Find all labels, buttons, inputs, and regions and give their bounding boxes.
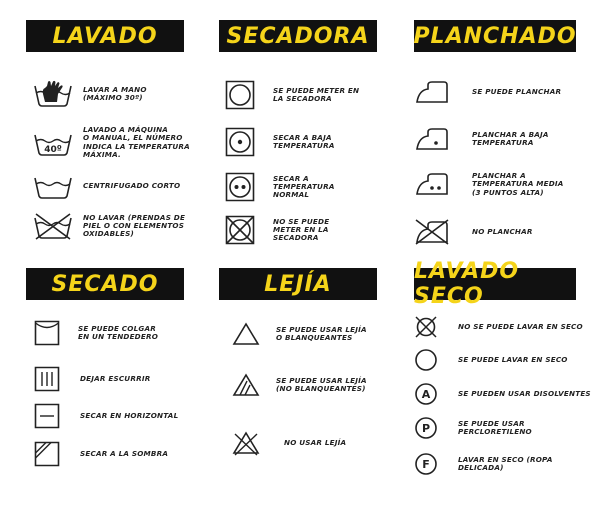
list-item: [232, 373, 367, 397]
lejia-header: LEJÍA: [219, 268, 377, 300]
item-label: SE PUEDE COLGAR EN UN TENDEDERO: [78, 323, 159, 341]
item-label: LAVAR A MANO (MÁXIMO 30º): [83, 84, 147, 102]
item-label: NO SE PUEDE METER EN LA SECADORA: [273, 216, 330, 243]
item-label: NO USAR LEJÍA: [284, 437, 347, 447]
svg-text:A: A: [421, 388, 431, 401]
item-label: NO SE PUEDE LAVAR EN SECO: [458, 321, 583, 331]
planchado-header: PLANCHADO: [414, 20, 576, 52]
list-item: [34, 320, 158, 346]
do-not-tumble-dry-icon: [225, 215, 255, 245]
list-item: [33, 212, 185, 240]
list-item: [414, 452, 600, 476]
item-label: SE PUEDE USAR PERCLORETILENO: [458, 418, 532, 436]
wash-tub-40-icon: [33, 129, 73, 157]
item-label: SECAR A TEMPERATURA NORMAL: [273, 173, 335, 200]
dry-clean-perchlorethylene-icon: [414, 416, 438, 440]
tumble-dry-icon: [225, 80, 255, 110]
item-label: LAVADO A MÁQUINA O MANUAL, EL NÚMERO INDICA LA TEMPERATURA MÁXIMA.: [83, 125, 190, 159]
item-label: PLANCHAR A TEMPERATURA MEDIA (3 PUNTOS ALTA): [472, 171, 564, 197]
svg-text:40º: 40º: [44, 144, 62, 155]
tumble-dry-low-icon: [225, 127, 255, 157]
list-item: [34, 366, 150, 392]
list-item: [225, 80, 359, 110]
list-item: [232, 430, 346, 456]
dry-clean-any-solvent-icon: [414, 382, 438, 406]
drip-dry-icon: [34, 366, 60, 392]
list-item: [414, 80, 561, 104]
svg-text:F: F: [422, 458, 430, 471]
dry-clean-petroleum-icon: [414, 452, 438, 476]
item-label: DEJAR ESCURRIR: [80, 373, 151, 383]
list-item: [225, 215, 329, 245]
item-label: SECAR EN HORIZONTAL: [80, 410, 179, 420]
item-label: CENTRIFUGADO CORTO: [83, 180, 181, 190]
list-item: [33, 80, 147, 108]
item-label: SECAR A LA SOMBRA: [80, 448, 169, 458]
item-label: NO LAVAR (PRENDAS DE PIEL O CON ELEMENTOS OXIDABLES): [83, 212, 186, 239]
wash-tub-short-spin-icon: [33, 172, 73, 200]
non-chlorine-bleach-icon: [232, 373, 260, 397]
list-item: [414, 348, 568, 372]
do-not-iron-icon: [414, 219, 450, 245]
line-dry-icon: [34, 320, 60, 346]
iron-medium-icon: [414, 172, 450, 196]
item-label: PLANCHAR A BAJA TEMPERATURA: [472, 129, 549, 147]
do-not-dry-clean-icon: [414, 315, 438, 339]
list-item: [34, 403, 178, 429]
svg-text:P: P: [421, 422, 431, 435]
item-label: SE PUEDE USAR LEJÍA (NO BLANQUEANTES): [276, 375, 367, 393]
item-label: SE PUEDE LAVAR EN SECO: [458, 354, 568, 364]
dry-in-shade-icon: [34, 441, 60, 467]
secado-header: SECADO: [26, 268, 184, 300]
bleach-allowed-icon: [232, 322, 260, 346]
item-label: SE PUEDE PLANCHAR: [472, 86, 562, 96]
list-item: [414, 127, 549, 151]
item-label: SE PUEDEN USAR DISOLVENTES: [458, 388, 591, 398]
iron-low-icon: [414, 127, 450, 151]
list-item: [414, 382, 591, 406]
list-item: [232, 322, 367, 346]
lavado-seco-header: LAVADO SECO: [414, 268, 576, 300]
list-item: [34, 441, 168, 467]
item-label: SECAR A BAJA TEMPERATURA: [273, 132, 335, 150]
do-not-wash-icon: [33, 212, 73, 240]
secadora-header: SECADORA: [219, 20, 377, 52]
item-label: NO PLANCHAR: [472, 226, 533, 236]
list-item: [225, 127, 335, 157]
item-label: LAVAR EN SECO (ROPA DELICADA): [458, 454, 553, 472]
list-item: [414, 315, 583, 339]
lavado-header: LAVADO: [26, 20, 184, 52]
dry-flat-icon: [34, 403, 60, 429]
list-item: [225, 172, 335, 202]
list-item: [414, 172, 564, 197]
list-item: [414, 219, 533, 245]
item-label: SE PUEDE METER EN LA SECADORA: [273, 85, 360, 103]
list-item: [33, 126, 190, 159]
hand-wash-icon: [33, 80, 73, 108]
list-item: [414, 416, 600, 440]
list-item: [33, 172, 180, 200]
dry-clean-icon: [414, 348, 438, 372]
iron-icon: [414, 80, 450, 104]
item-label: SE PUEDE USAR LEJÍA O BLANQUEANTES: [276, 324, 367, 342]
tumble-dry-normal-icon: [225, 172, 255, 202]
do-not-bleach-icon: [232, 430, 260, 456]
